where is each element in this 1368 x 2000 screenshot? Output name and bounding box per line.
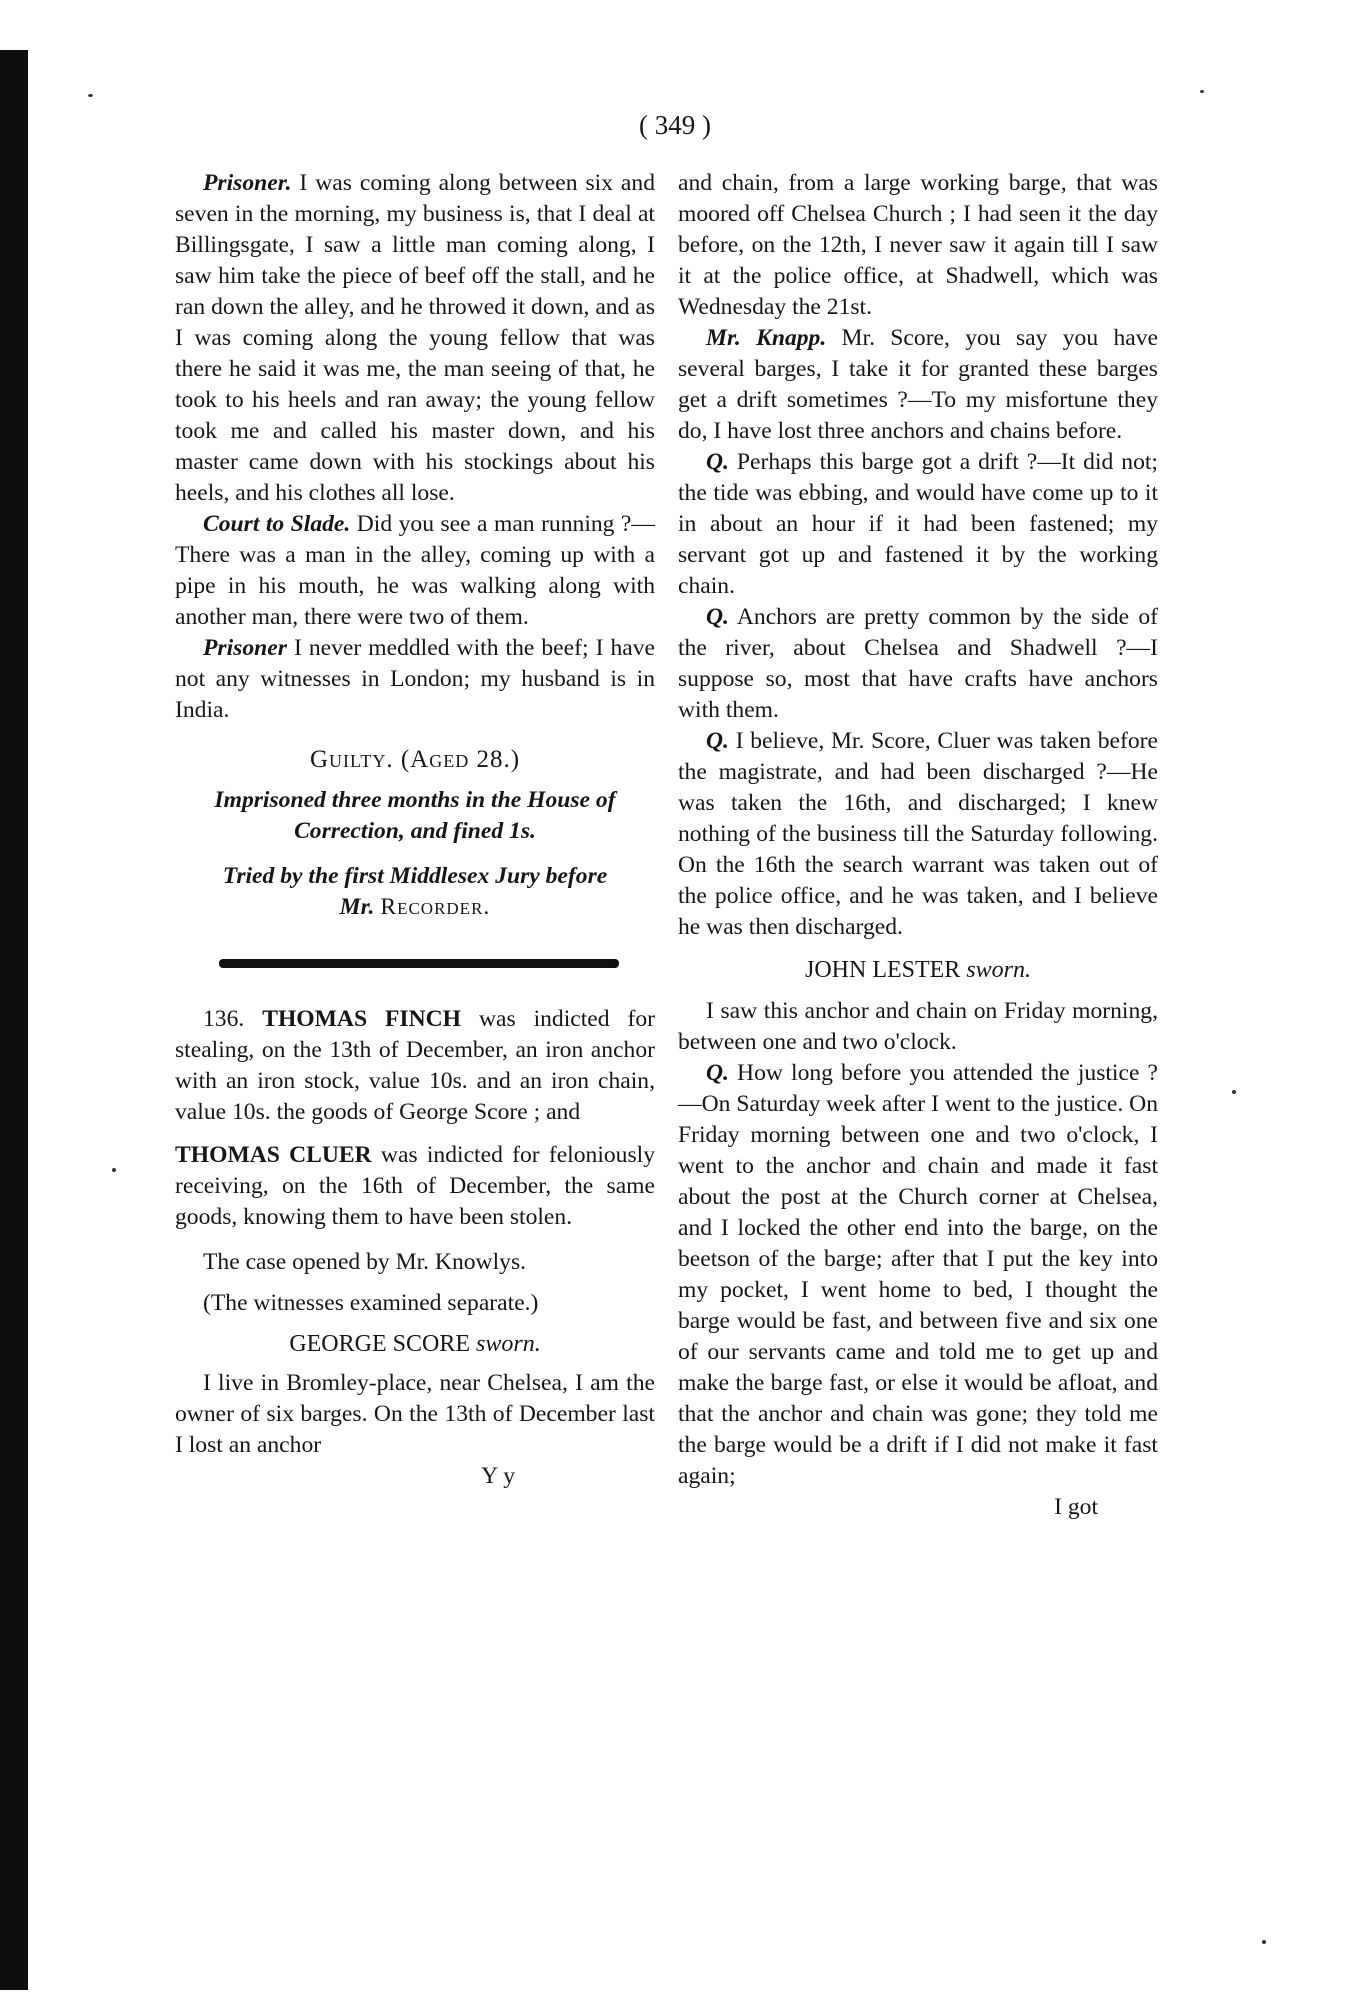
book-spine-edge: [0, 50, 28, 1990]
page-number: ( 349 ): [639, 110, 711, 140]
left-column: [175, 168, 655, 1492]
question-label: Q.: [706, 449, 729, 475]
paragraph-text: Did you see a man running ?— There was a man in the alley, coming up with a pipe in his mouth, he was walking along with another man, there were two of them.: [175, 511, 655, 630]
paragraph: [678, 447, 1158, 602]
paragraph: [678, 726, 1158, 943]
case-number: 136.: [203, 1006, 263, 1032]
witness-name: JOHN LESTER: [804, 957, 967, 983]
paragraph: [678, 1058, 1158, 1492]
page-speck: [1262, 1940, 1266, 1944]
question-label: Q.: [706, 728, 729, 754]
sentence: Imprisoned three months in the House of Correction, and fined 1s.: [214, 787, 616, 844]
judge-line: [175, 892, 655, 923]
signature-mark: Y y: [481, 1463, 515, 1489]
sworn-label: sworn.: [966, 957, 1032, 983]
indictment-paragraph: [175, 1140, 655, 1233]
question-label: Q.: [706, 1060, 729, 1086]
paragraph-text: and chain, from a large working barge, that was moored off Chelsea Church ; I had seen it the day before, on the 12th, I never saw it again till I saw it at the police office, at Shadwell, which was Wednesday the 21st.: [678, 170, 1158, 320]
question-label: Q.: [706, 604, 729, 630]
paragraph: [175, 633, 655, 726]
page-speck: [112, 1168, 116, 1172]
witness-heading: [175, 1329, 655, 1360]
paragraph-text: I saw this anchor and chain on Friday morning, between one and two o'clock.: [678, 998, 1158, 1055]
paragraph-text: Anchors are pretty common by the side of the river, about Chelsea and Shadwell ?—I suppose so, most that have crafts have anchors with them.: [678, 604, 1158, 723]
verdict: Guilty. (Aged 28.): [309, 746, 521, 773]
indictment-text: was indicted for stealing, on the 13th of December, an iron anchor with an iron stock, value 10s. and an iron chain, value 10s. the goods of George Score ; and: [175, 1006, 656, 1125]
page-speck: [88, 94, 93, 97]
paragraph-text: Perhaps this barge got a drift ?—It did not; the tide was ebbing, and would have come up to it in about an hour if it had been fastened; my servant got up and fastened it by the working chain.: [678, 449, 1158, 599]
paragraph: [678, 323, 1158, 447]
judge-prefix: Mr.: [339, 894, 381, 920]
catchword: I got: [1054, 1494, 1098, 1520]
defendant-name: THOMAS FINCH: [262, 1006, 462, 1032]
indictment-paragraph: [175, 1004, 655, 1128]
paragraph-text: I never meddled with the beef; I have not any witnesses in London; my husband is in India.: [175, 635, 655, 723]
right-column: [678, 168, 1158, 1523]
paragraph: [678, 602, 1158, 726]
paragraph-text: How long before you attended the justice ?—On Saturday week after I went to the justice. On Friday morning between one and two o'clock, I went to the anchor and chain and made it fast about the post at the Church corner at Chelsea, and I locked the other end into the barge, on the beetson of the barge; after that I put the key into my pocket, I went home to bed, I thought the barge would be fast, and between five and six one of our servants came and told me to get up and make the barge fast, or else it would be afloat, and that the anchor and chain was gone; they told me the barge would be a drift if I did not make it fast again;: [678, 1060, 1158, 1489]
paragraph: [175, 509, 655, 633]
speaker-label: Prisoner: [203, 635, 287, 661]
paragraph-text: I believe, Mr. Score, Cluer was taken before the magistrate, and had been discharged ?—He was taken the 16th, and discharged; I knew nothing of the business till the Saturday following. On the 16th the search warrant was taken out of the police office, and he was taken, and I believe he was then discharged.: [678, 728, 1158, 940]
defendant-name: THOMAS CLUER: [175, 1142, 372, 1168]
sworn-label: sworn.: [476, 1331, 541, 1357]
indictment-text: was indicted for feloniously receiving, on the 16th of December, the same goods, knowing them to have been stolen.: [175, 1142, 655, 1230]
paragraph-text: Mr. Score, you say you have several barges, I take it for granted these barges get a drift sometimes ?—To my misfortune they do, I have lost three anchors and chains before.: [678, 325, 1158, 444]
page-speck: [1200, 90, 1204, 93]
speaker-label: Mr. Knapp.: [706, 325, 827, 351]
paragraph-text: I was coming along between six and seven in the morning, my business is, that I deal at Billingsgate, I saw a little man coming along, I saw him take the piece of beef off the stall, and he ran down the alley, and he throwed it down, and as I was coming along the young fellow that was there he said it was me, the man seeing of that, he took to his heels and ran away; the young fellow took me and called his master down, and his master came down with his stockings about his heels, and his clothes all lose.: [175, 170, 655, 506]
section-divider: [219, 959, 619, 968]
witnesses-note: (The witnesses examined separate.): [203, 1290, 539, 1316]
witness-name: GEORGE SCORE: [289, 1331, 476, 1357]
paragraph-text: I live in Bromley-place, near Chelsea, I am the owner of six barges. On the 13th of December last I lost an anchor: [175, 1370, 655, 1458]
speaker-label: Prisoner.: [203, 170, 292, 196]
speaker-label: Court to Slade.: [203, 511, 351, 537]
judge-name: Recorder.: [380, 894, 491, 920]
paragraph: [175, 168, 655, 509]
case-opened-note: The case opened by Mr. Knowlys.: [203, 1249, 527, 1275]
trial-note: Tried by the first Middlesex Jury before: [222, 863, 608, 889]
page-speck: [1232, 1090, 1236, 1094]
witness-heading: [678, 955, 1158, 986]
